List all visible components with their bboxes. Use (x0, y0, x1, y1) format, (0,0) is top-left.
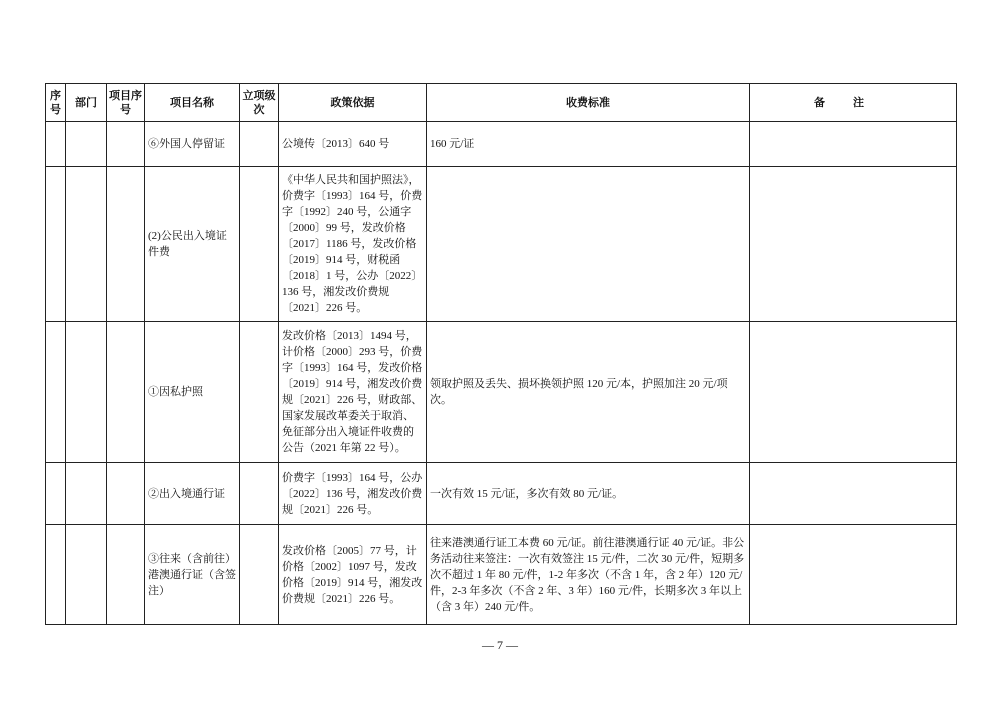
header-dept: 部门 (66, 84, 107, 122)
table-row (46, 322, 957, 463)
cell-fee-standard: 160 元/证 (427, 122, 750, 167)
cell-item-no (107, 122, 145, 167)
header-policy: 政策依据 (279, 84, 427, 122)
cell-policy: 公境传〔2013〕640 号 (279, 122, 427, 167)
cell-no (46, 122, 66, 167)
cell-item-no (107, 463, 145, 525)
fee-table (45, 83, 957, 625)
cell-no (46, 322, 66, 463)
cell-item-name: ⑥外国人停留证 (145, 122, 240, 167)
cell-dept (66, 122, 107, 167)
cell-fee-standard: 往来港澳通行证工本费 60 元/证。前往港澳通行证 40 元/证。非公务活动往来签注：一次有效签注 15 元/件，二次 30 元/件，短期多次不超过 1 年 80 元/件，1-2 年多次（不含 1 年，含 2 年）120 元/件，2-3 年多次（不含 2 年、3 年）160 元/件，长期多次 3 年以上（含 3 年）240 元/件。 (427, 525, 750, 625)
cell-no (46, 525, 66, 625)
cell-item-no (107, 167, 145, 322)
cell-item-name: (2)公民出入境证件费 (145, 167, 240, 322)
cell-item-name: ③往来（含前往）港澳通行证（含签注） (145, 525, 240, 625)
table-row (46, 525, 957, 625)
cell-item-no (107, 525, 145, 625)
header-level: 立项级次 (240, 84, 279, 122)
cell-policy: 发改价格〔2005〕77 号，计价格〔2002〕1097 号，发改价格〔2019〕914 号，湘发改价费规〔2021〕226 号。 (279, 525, 427, 625)
page-number: — 7 — (482, 638, 518, 652)
cell-fee-standard (427, 167, 750, 322)
cell-policy: 价费字〔1993〕164 号，公办〔2022〕136 号，湘发改价费规〔2021〕226 号。 (279, 463, 427, 525)
cell-remark (750, 525, 957, 625)
cell-level (240, 322, 279, 463)
table-row (46, 122, 957, 167)
header-no: 序号 (46, 84, 66, 122)
cell-level (240, 525, 279, 625)
cell-policy: 《中华人民共和国护照法》，价费字〔1993〕164 号，价费字〔1992〕240 号，公通字〔2000〕99 号，发改价格〔2017〕1186 号，发改价格〔2019〕914 号，财税函〔2018〕1 号，公办〔2022〕136 号，湘发改价费规〔2021〕226 号。 (279, 167, 427, 322)
cell-remark (750, 463, 957, 525)
header-item-name: 项目名称 (145, 84, 240, 122)
table-row (46, 167, 957, 322)
cell-dept (66, 322, 107, 463)
cell-dept (66, 167, 107, 322)
header-fee-standard: 收费标准 (427, 84, 750, 122)
cell-fee-standard: 领取护照及丢失、损坏换领护照 120 元/本，护照加注 20 元/项次。 (427, 322, 750, 463)
cell-policy: 发改价格〔2013〕1494 号，计价格〔2000〕293 号，价费字〔1993〕164 号，发改价格〔2019〕914 号，湘发改价费规〔2021〕226 号，财政部、国家发展改革委关于取消、免征部分出入境证件收费的公告（2021 年第 22 号）。 (279, 322, 427, 463)
cell-no (46, 167, 66, 322)
cell-level (240, 167, 279, 322)
header-item-no: 项目序号 (107, 84, 145, 122)
header-row (46, 84, 957, 122)
cell-remark (750, 167, 957, 322)
cell-level (240, 122, 279, 167)
cell-dept (66, 525, 107, 625)
header-remark: 备注 (750, 84, 957, 122)
cell-item-no (107, 322, 145, 463)
cell-dept (66, 463, 107, 525)
table-row (46, 463, 957, 525)
cell-remark (750, 122, 957, 167)
cell-remark (750, 322, 957, 463)
cell-item-name: ①因私护照 (145, 322, 240, 463)
cell-item-name: ②出入境通行证 (145, 463, 240, 525)
cell-no (46, 463, 66, 525)
cell-level (240, 463, 279, 525)
cell-fee-standard: 一次有效 15 元/证，多次有效 80 元/证。 (427, 463, 750, 525)
